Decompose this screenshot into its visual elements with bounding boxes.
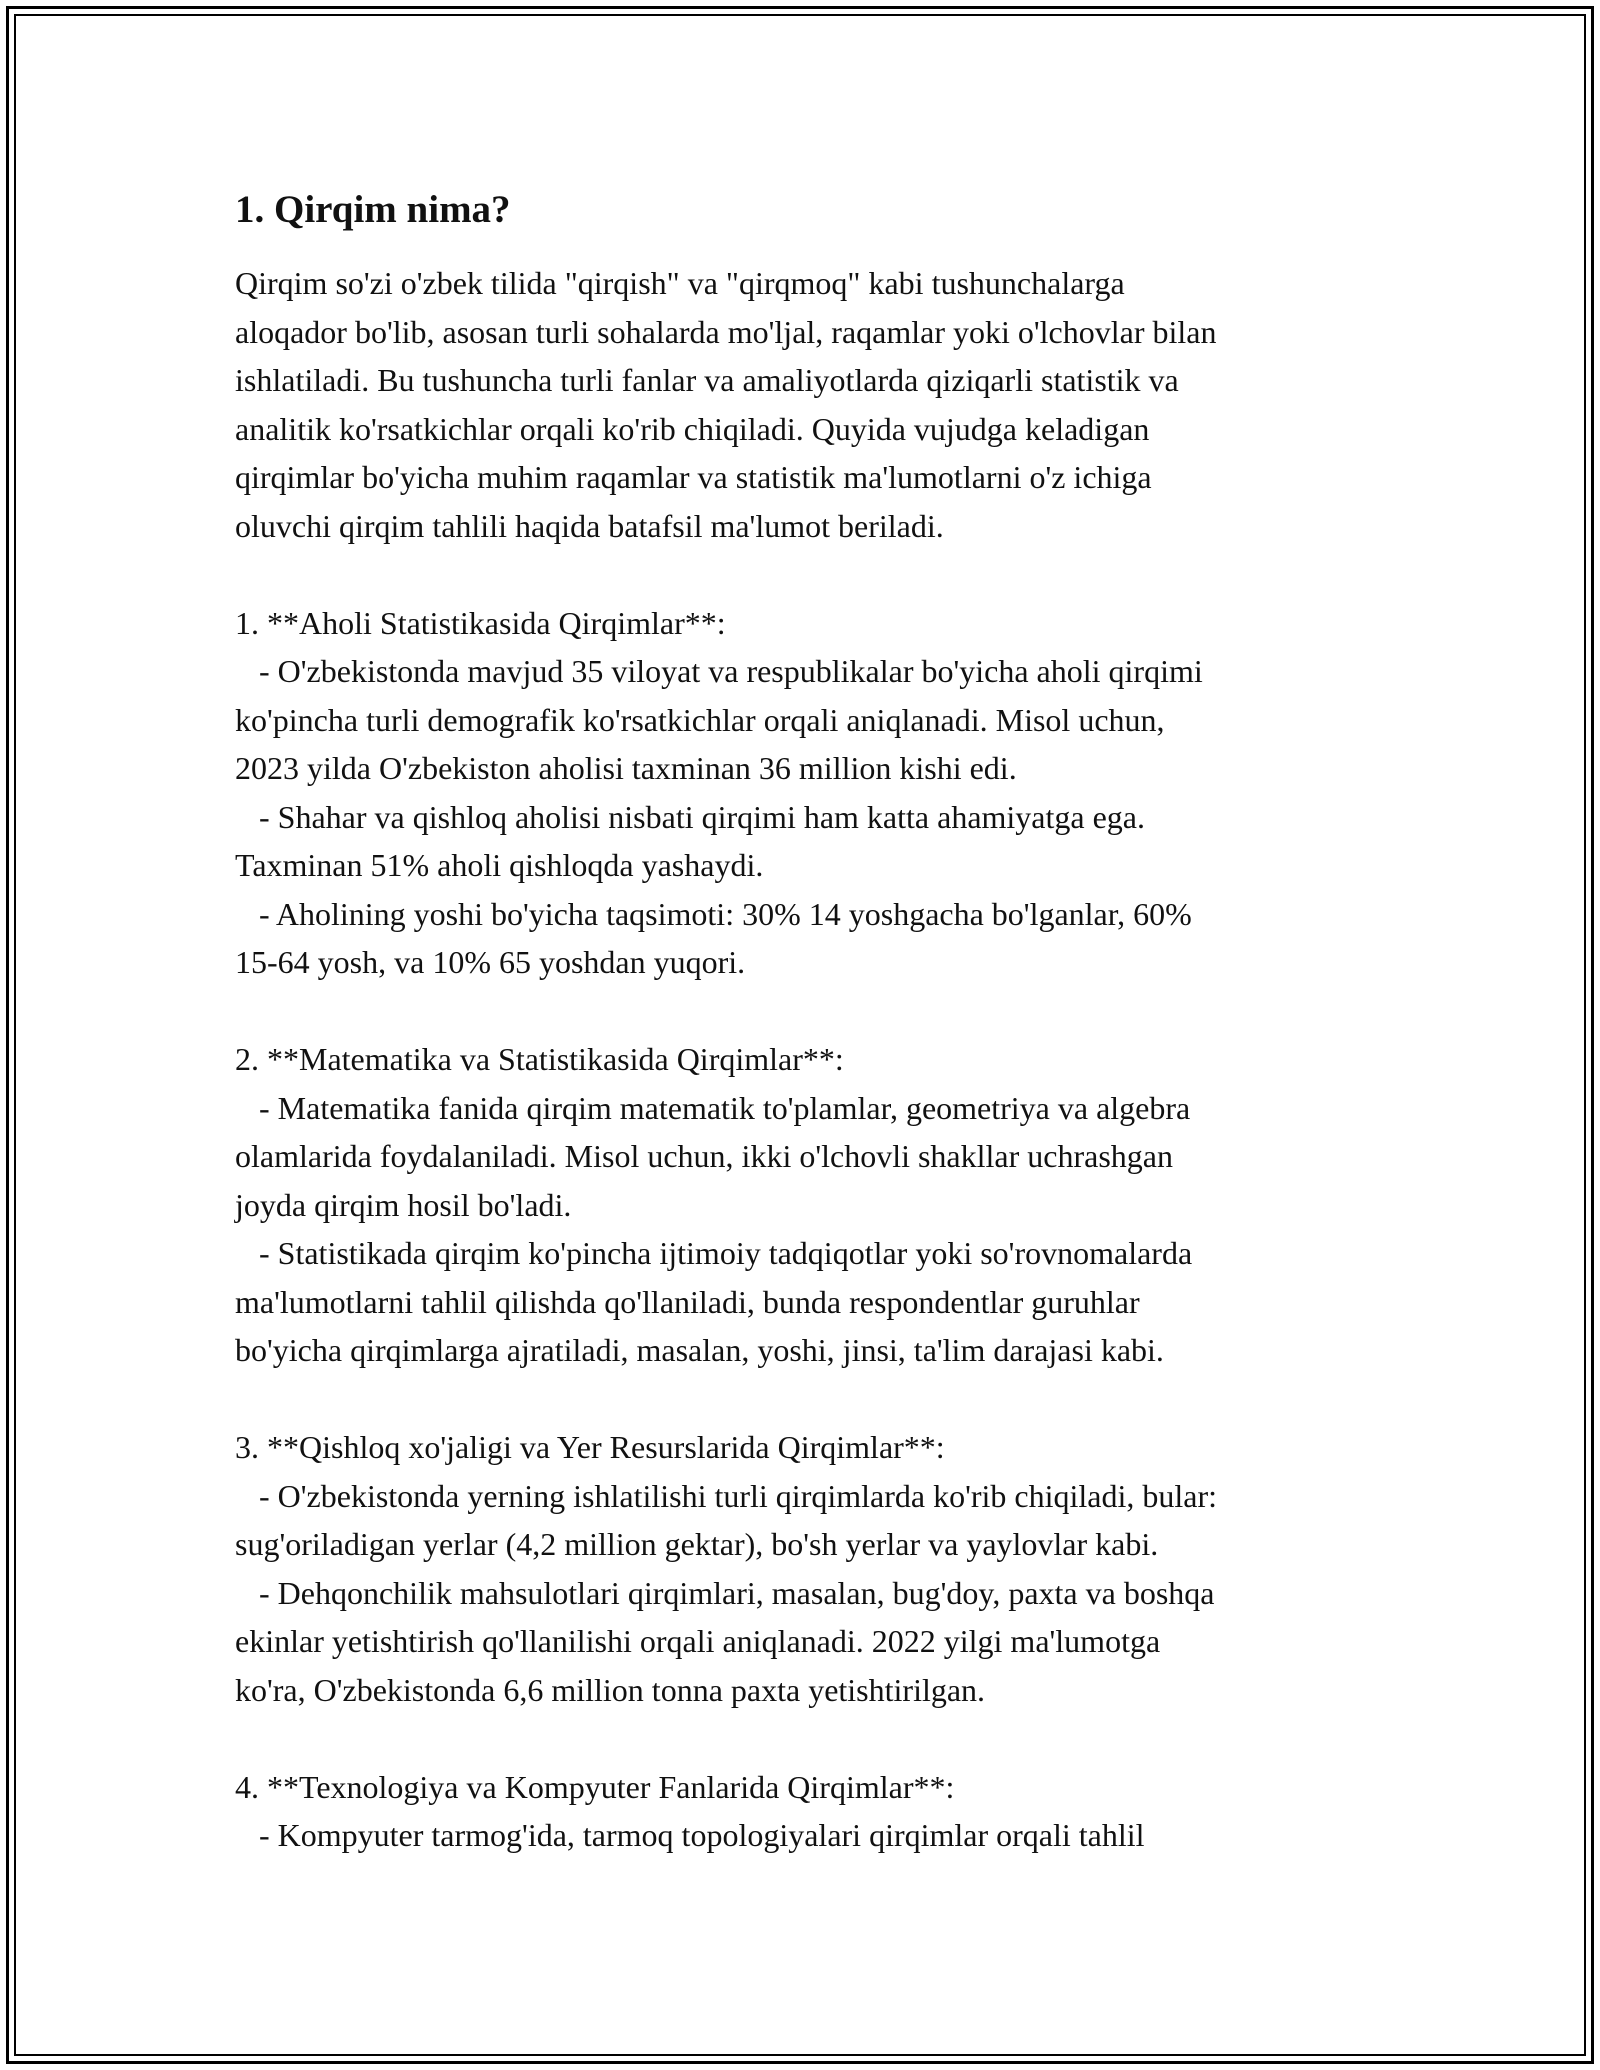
- section-line: - O'zbekistonda mavjud 35 viloyat va respublikalar bo'yicha aholi qirqimi: [235, 653, 1203, 689]
- section-line: Taxminan 51% aholi qishloqda yashaydi.: [235, 847, 764, 883]
- intro-line: Qirqim so'zi o'zbek tilida "qirqish" va "qirqmoq" kabi tushunchalarga: [235, 265, 1125, 301]
- section-heading: 1. **Aholi Statistikasida Qirqimlar**:: [235, 604, 726, 641]
- section-population: [235, 599, 1395, 987]
- section-line: sug'oriladigan yerlar (4,2 million gektar), bo'sh yerlar va yaylovlar kabi.: [235, 1526, 1159, 1562]
- section-line: ma'lumotlarni tahlil qilishda qo'llaniladi, bunda respondentlar guruhlar: [235, 1283, 1140, 1320]
- section-agriculture: [235, 1423, 1395, 1714]
- section-heading: 2. **Matematika va Statistikasida Qirqimlar**:: [235, 1041, 844, 1077]
- section-line: ko'ra, O'zbekistonda 6,6 million tonna paxta yetishtirilgan.: [235, 1671, 986, 1708]
- paragraph-gap: [235, 550, 1395, 599]
- section-line: joyda qirqim hosil bo'ladi.: [235, 1186, 572, 1223]
- intro-line: oluvchi qirqim tahlili haqida batafsil ma'lumot beriladi.: [235, 507, 944, 544]
- intro-paragraph: [235, 259, 1395, 550]
- section-line: - O'zbekistonda yerning ishlatilishi turli qirqimlarda ko'rib chiqiladi, bular:: [235, 1477, 1217, 1514]
- section-line: bo'yicha qirqimlarga ajratiladi, masalan, yoshi, jinsi, ta'lim darajasi kabi.: [235, 1332, 1164, 1368]
- section-line: - Aholining yoshi bo'yicha taqsimoti: 30% 14 yoshgacha bo'lganlar, 60%: [235, 895, 1192, 932]
- section-line: ekinlar yetishtirish qo'llanilishi orqali aniqlanadi. 2022 yilgi ma'lumotga: [235, 1623, 1161, 1659]
- section-line: - Matematika fanida qirqim matematik to'plamlar, geometriya va algebra: [235, 1089, 1191, 1126]
- document-page: [235, 185, 1395, 1860]
- paragraph-gap: [235, 1375, 1395, 1424]
- section-line: olamlarida foydalaniladi. Misol uchun, ikki o'lchovli shakllar uchrashgan: [235, 1138, 1173, 1174]
- intro-line: analitik ko'rsatkichlar orqali ko'rib chiqiladi. Quyida vujudga keladigan: [235, 410, 1150, 447]
- section-heading: 4. **Texnologiya va Kompyuter Fanlarida Qirqimlar**:: [235, 1768, 955, 1805]
- document-title: 1. Qirqim nima?: [235, 188, 511, 231]
- intro-line: aloqador bo'lib, asosan turli sohalarda mo'ljal, raqamlar yoki o'lchovlar bilan: [235, 313, 1217, 350]
- section-heading: 3. **Qishloq xo'jaligi va Yer Resurslarida Qirqimlar**:: [235, 1429, 945, 1465]
- section-line: - Dehqonchilik mahsulotlari qirqimlari, masalan, bug'doy, paxta va boshqa: [235, 1574, 1215, 1611]
- paragraph-gap: [235, 987, 1395, 1036]
- section-line: - Kompyuter tarmog'ida, tarmoq topologiyalari qirqimlar orqali tahlil: [235, 1817, 1145, 1853]
- section-line: 2023 yilda O'zbekiston aholisi taxminan 36 million kishi edi.: [235, 750, 1017, 786]
- paragraph-gap: [235, 1714, 1395, 1763]
- section-technology: [235, 1763, 1395, 1860]
- section-line: - Statistikada qirqim ko'pincha ijtimoiy tadqiqotlar yoki so'rovnomalarda: [235, 1235, 1193, 1271]
- intro-line: qirqimlar bo'yicha muhim raqamlar va statistik ma'lumotlarni o'z ichiga: [235, 459, 1152, 495]
- section-mathematics: [235, 1035, 1395, 1375]
- section-line: 15-64 yosh, va 10% 65 yoshdan yuqori.: [235, 944, 746, 980]
- section-line: ko'pincha turli demografik ko'rsatkichlar orqali aniqlanadi. Misol uchun,: [235, 701, 1165, 738]
- intro-line: ishlatiladi. Bu tushuncha turli fanlar va amaliyotlarda qiziqarli statistik va: [235, 362, 1179, 398]
- section-line: - Shahar va qishloq aholisi nisbati qirqimi ham katta ahamiyatga ega.: [235, 798, 1145, 835]
